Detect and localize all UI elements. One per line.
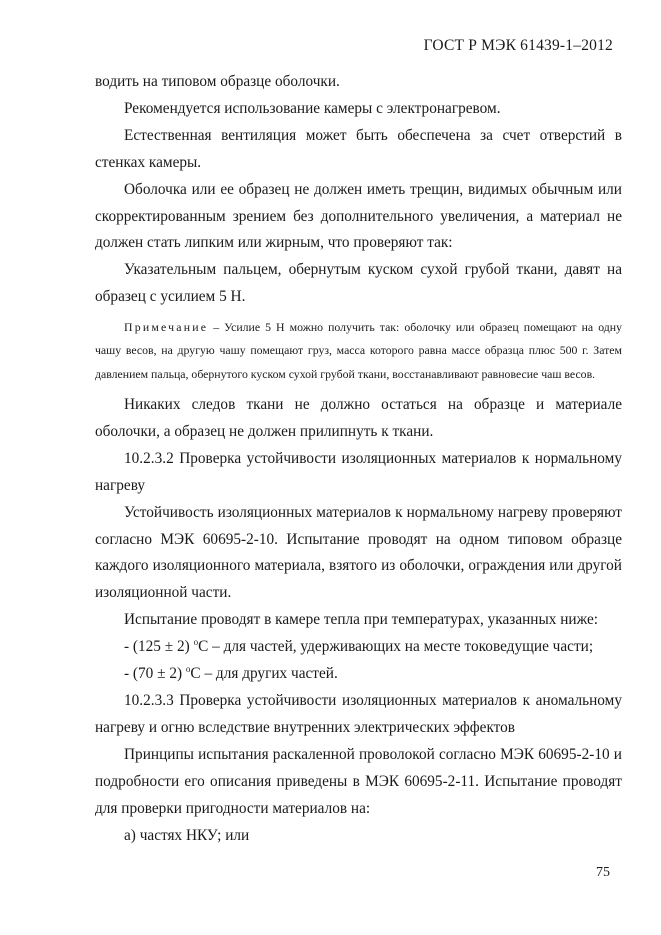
- list-item-a: а) частях НКУ; или: [124, 826, 250, 844]
- paragraph-heating-chamber: Рекомендуется использование камеры с электронагревом.: [124, 99, 501, 117]
- paragraph-test-temperatures: Испытание проводят в камере тепла при температурах, указанных ниже:: [124, 611, 599, 629]
- section-heading-10-2-3-2: 10.2.3.2 Проверка устойчивости изоляционных материалов к нормальному нагреву: [95, 449, 622, 494]
- list-item-70: [95, 661, 622, 688]
- note-label: Примечание: [124, 320, 209, 335]
- paragraph-continuation: водить на типовом образце оболочки.: [95, 73, 340, 90]
- note-paragraph: [95, 316, 622, 386]
- list-item-70-text: С – для других частей.: [190, 665, 338, 683]
- section-heading-10-2-3-3: 10.2.3.3 Проверка устойчивости изоляционных материалов к аномальному нагреву и огню вследствие внутренних электрических эффектов: [95, 692, 622, 736]
- list-item-125: [95, 634, 622, 661]
- paragraph-glow-wire: Принципы испытания раскаленной проволокой согласно МЭК 60695-2-10 и подробности его описания приведены в МЭК 60695-2-11. Испытание проводят для проверки пригодности материалов на:: [95, 745, 622, 817]
- paragraph-normal-heat: Устойчивость изоляционных материалов к нормальному нагреву проверяют согласно МЭК 60695-2-10. Испытание проводят на одном типовом образце каждого изоляционного материала, взятого из оболочки, ограждения или другой изоляционной части.: [95, 503, 622, 602]
- paragraph-ventilation: Естественная вентиляция может быть обеспечена за счет отверстий в стенках камеры.: [95, 126, 622, 171]
- list-item-125-value: - (125 ± 2): [124, 638, 194, 656]
- degree-sign: о: [185, 664, 191, 675]
- note-text: – Усилие 5 Н можно получить так: оболочку или образец помещают на одну чашу весов, на другую чашу помещают груз, масса которого равна массе образца плюс 500 г. Затем давлением пальца, обернутого куском сухой грубой ткани, восстанавливают равновесие чаш весов.: [95, 320, 622, 381]
- page-content: [95, 69, 622, 849]
- list-item-125-text: С – для частей, удерживающих на месте токоведущие части;: [198, 638, 594, 656]
- document-header: ГОСТ Р МЭК 61439-1–2012: [423, 37, 613, 54]
- paragraph-cracks: Оболочка или ее образец не должен иметь трещин, видимых обычным или скорректированным зрением без дополнительного увеличения, а материал не должен стать липким или жирным, что проверяют так:: [95, 180, 622, 252]
- list-item-70-value: - (70 ± 2): [124, 665, 186, 683]
- paragraph-cloth-traces: Никаких следов ткани не должно остаться на образце и материале оболочки, а образец не должен прилипнуть к ткани.: [95, 396, 622, 440]
- paragraph-finger-test: Указательным пальцем, обернутым куском сухой грубой ткани, давят на образец с усилием 5 Н.: [95, 261, 622, 306]
- page-number: 75: [596, 865, 610, 880]
- degree-sign: о: [193, 637, 199, 648]
